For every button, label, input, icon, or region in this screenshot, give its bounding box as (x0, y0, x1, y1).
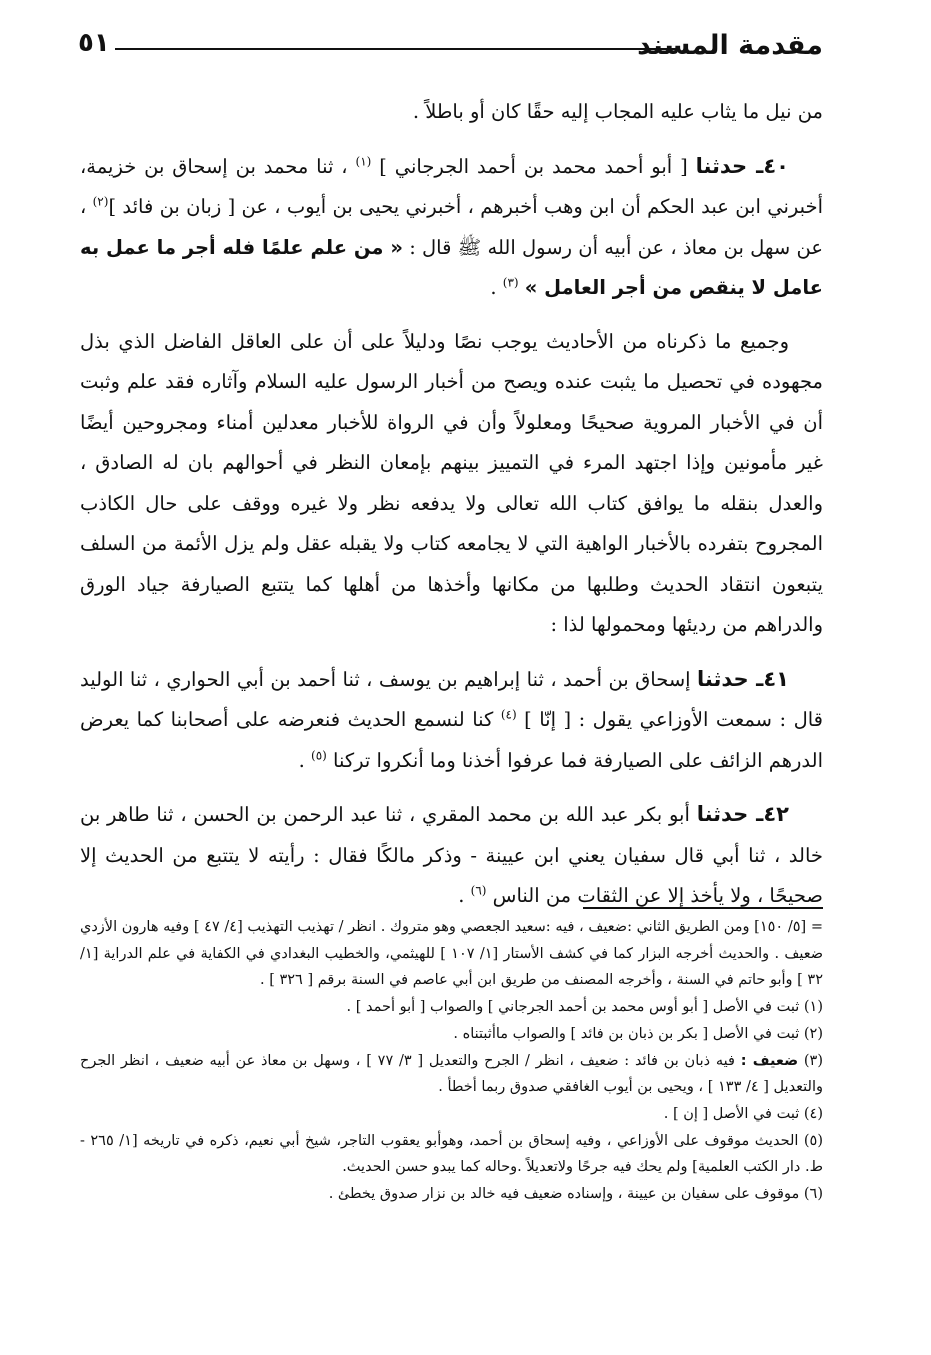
hadith-number: ٤٠ـ حدثنا (695, 153, 789, 178)
footnote-4: (٤) ثبت في الأصل [ إن ] . (663, 1105, 823, 1122)
footnote-ref[interactable]: (٣) (502, 275, 519, 290)
footnote-ref[interactable]: (٥) (311, 748, 327, 762)
footnote-ref[interactable]: (٦) (470, 883, 487, 898)
hadith-40: ٤٠ـ حدثنا [ أبو أحمد محمد بن أحمد الجرجاني ] $^{(١)}$ ، ثنا محمد بن إسحاق بن خزيمة، أخبرني ابن عبد الحكم أن ابن وهب أخبرهم ، أخبرني يحيى بن أيوب ، عن [ زبان بن فائد ]$^{(٢)}$ ، عن سهل بن معاذ ، عن أبيه أن رسول الله ﷺ قال : « من علم علمًا فله أجر ما عمل به عامل لا ينقص من أجر العامل » $^{(٣)}$ . (80, 153, 823, 299)
hadith-number: ٤١ـ حدثنا (697, 666, 789, 691)
running-title: مقدمة المسند (637, 30, 823, 61)
footnote-3: (٣) ضعيف : فيه ذبان بن فائد : ضعيف ، انظر / الجرح والتعديل [ ٣/ ٧٧ ] ، وسهل بن معاذ عن أبيه ضعيف ، انظر الجرح والتعديل [ ٤/ ١٣٣ ] ، ويحيى بن أيوب الغافقي صدوق ربما أخطأ . (80, 1052, 824, 1096)
hadith-text: « من علم علمًا فله أجر ما عمل به عامل لا ينقص من أجر العامل » (80, 235, 823, 299)
footnote-6: (٦) موقوف على سفيان بن عيينة ، وإسناده ضعيف فيه خالد بن نزار صدوق يخطئ . (328, 1186, 823, 1203)
footnote-continuation: = [٥/ ١٥٠] ومن الطريق الثاني :ضعيف ، فيه :سعيد الجعصي وهو متروك . انظر / تهذيب التهذيب [٤/ ٤٧ ] وفيه هارون الأزدي ضعيف . والحديث أخرجه البزار كما في كشف الأستار [١/ ١٠٧ ] للهيثمي، والخطيب البغدادي في الكفاية في علم الدراية [١/ ٣٢ ] وأبو حاتم في السنة ، وأخرجه المصنف من طريق ابن أبي عاصم في السنة برقم [ ٣٢٦ ] . (80, 919, 824, 989)
hadith-number: ٤٢ـ حدثنا (696, 802, 789, 826)
main-text (80, 92, 823, 917)
footnote-divider (583, 907, 823, 909)
footnote-ref[interactable]: (٢) (92, 194, 109, 209)
footnotes (80, 914, 823, 1208)
page-number: ٥١ (78, 28, 110, 58)
footnote-ref[interactable]: (١) (355, 154, 372, 168)
footnote-5: (٥) الحديث موقوف على الأوزاعي ، وفيه إسحاق بن أحمد، وهوأبو يعقوب التاجر، شيخ أبي نعيم، ذكره في تاريخه [١/ ٢٦٥ - ط. دار الكتب العلمية] ولم يحك فيه جرحًا ولاتعديلاً .وحاله كما يبدو حسن الحديث. (80, 1132, 824, 1176)
running-header (80, 26, 823, 66)
footnote-2: (٢) ثبت في الأصل [ بكر بن ذبان بن فائد ] والصواب ماأثبتناه . (453, 1025, 823, 1042)
footnote-ref[interactable]: (٤) (500, 707, 517, 722)
header-rule (115, 48, 678, 50)
paragraph-continuation: من نيل ما يثاب عليه المجاب إليه حقًا كان أو باطلاً . (412, 100, 823, 123)
hadith-42: ٤٢ـ حدثنا أبو بكر عبد الله بن محمد المقري ، ثنا عبد الرحمن بن الحسن ، ثنا طاهر بن خالد ، ثنا أبي قال سفيان يعني ابن عيينة - وذكر مالكًا فقال : رأيته لا يتتبع من الحديث إلا صحيحًا ، ولا يأخذ إلا عن الثقات من الناس $^{(٦)}$ . (80, 802, 823, 907)
commentary-paragraph: وجميع ما ذكرناه من الأحاديث يوجب نصًا ودليلاً على أن على العاقل الفاضل الذي بذل مجهوده في تحصيل ما يثبت عنده ويصح من أخبار الرسول عليه السلام وآثاره فقد علم وثبت أن في الأخبار المروية صحيحًا ومعلولاً وأن في الرواة للأخبار معدلين أمناء ومجروحين أيضًا غير مأمونين وإذا اجتهد المرء في التمييز بينهم بإمعان النظر في أحوالهم بان له الصادق ، والعدل بنقله ما يوافق كتاب الله تعالى ولا يدفعه نظر ولا غيره ووقف على حال الكاذب المجروح بتفرده بالأخبار الواهية التي لا يجامعه كتاب ولا يقبله عقل ولم يزل الأئمة من السلف يتبعون انتقاد الحديث وطلبها من مكانها وأخذها من أهلها كما يتتبع الصيارفة جياد الورق والدراهم من رديئها ومحمولها لذا : (80, 329, 823, 636)
hadith-41: ٤١ـ حدثنا إسحاق بن أحمد ، ثنا إبراهيم بن يوسف ، ثنا أحمد بن أبي الحواري ، ثنا الوليد قال : سمعت الأوزاعي يقول : [ إنّا ] $^{(٤)}$ كنا لنسمع الحديث فنعرضه على أصحابنا كما يعرض الدرهم الزائف على الصيارفة فما عرفوا أخذنا وما أنكروا تركنا $^{(٥)}$ . (80, 666, 823, 772)
footnote-1: (١) ثبت في الأصل [ أبو أوس محمد بن أحمد الجرجاني ] والصواب [ أبو أحمد ] . (346, 999, 823, 1016)
